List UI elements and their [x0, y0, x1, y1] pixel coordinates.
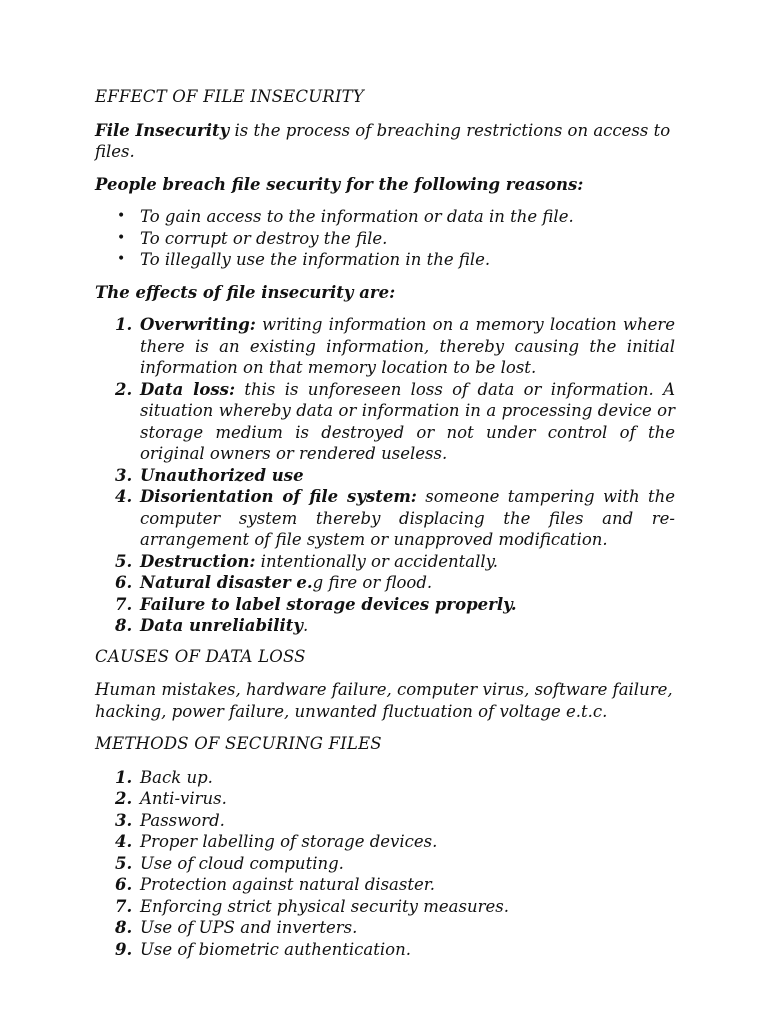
list-item — [95, 314, 675, 379]
method-text: Use of UPS and inverters. — [140, 918, 358, 937]
method-text: Protection against natural disaster. — [140, 875, 436, 894]
item-number: 7. — [115, 594, 133, 614]
effects-intro: The effects of file insecurity are: — [95, 282, 396, 302]
list-item — [95, 939, 675, 961]
list-item — [95, 615, 675, 637]
effect-term: Data loss: — [140, 379, 236, 399]
item-number: 1. — [115, 315, 133, 334]
effect-term: Natural disaster e. — [140, 573, 313, 592]
method-text: Enforcing strict physical security measures. — [140, 896, 509, 916]
item-number: 3. — [115, 465, 133, 485]
item-number: 7. — [115, 896, 133, 916]
list-item — [95, 831, 675, 853]
method-text: Password. — [140, 810, 225, 830]
methods-list — [95, 767, 675, 961]
list-item: • To corrupt or destroy the file. — [95, 228, 675, 250]
item-number: 1. — [115, 767, 133, 787]
list-item — [95, 572, 675, 594]
effect-term: Data unreliability — [140, 616, 304, 635]
list-item — [95, 486, 675, 551]
effect-text: writing information on a memory location where there is an existing information, thereby causing the initial information on that memory location to be lost. — [140, 315, 675, 377]
list-item — [95, 465, 675, 487]
item-number: 6. — [115, 573, 133, 592]
effect-term: Disorientation of file system: — [140, 487, 417, 506]
item-number: 6. — [115, 875, 133, 894]
list-item — [95, 767, 675, 789]
item-number: 4. — [115, 832, 133, 851]
definition-text: is the process of breaching restrictions on access to files. — [95, 120, 671, 161]
list-item — [95, 379, 675, 465]
effect-text: g fire or flood. — [312, 573, 433, 592]
item-number: 5. — [115, 853, 133, 873]
section-heading-methods: METHODS OF SECURING FILES — [95, 734, 382, 753]
effect-term: Failure to label storage devices properly. — [140, 594, 517, 614]
list-item: • To illegally use the information in the file. — [95, 249, 675, 271]
list-item — [95, 788, 675, 810]
item-number: 4. — [115, 487, 133, 506]
causes-paragraph: Human mistakes, hardware failure, computer virus, software failure, hacking, power failure, unwanted fluctuation of voltage e.t.c. — [95, 680, 673, 721]
effect-text: this is unforeseen loss of data or information. A situation whereby data or information in a processing device or storage medium is destroyed or not under control of the original owners or rendered useless. — [140, 379, 676, 463]
reasons-list — [95, 206, 675, 271]
item-number: 2. — [115, 789, 133, 808]
method-text: Use of biometric authentication. — [140, 939, 411, 959]
item-number: 8. — [115, 616, 133, 635]
list-item — [95, 917, 675, 939]
method-text: Back up. — [140, 767, 213, 787]
list-item — [95, 853, 675, 875]
method-text: Anti-virus. — [140, 789, 227, 808]
list-item — [95, 896, 675, 918]
definition-paragraph — [95, 120, 675, 163]
list-item — [95, 551, 675, 573]
section-heading-effect: EFFECT OF FILE INSECURITY — [95, 87, 364, 106]
item-number: 9. — [115, 939, 133, 959]
effect-text: someone tampering with the computer system thereby displacing the files and re-arrangement of file system or unapproved modification. — [140, 487, 676, 549]
list-item — [95, 810, 675, 832]
method-text: Proper labelling of storage devices. — [140, 832, 438, 851]
effect-text: . — [303, 616, 309, 635]
definition-term: File Insecurity — [95, 120, 230, 140]
method-text: Use of cloud computing. — [140, 853, 344, 873]
item-number: 8. — [115, 918, 133, 937]
effects-list — [95, 314, 675, 637]
list-item: • To gain access to the information or data in the file. — [95, 206, 675, 228]
effect-term: Destruction: — [140, 551, 256, 571]
item-number: 2. — [115, 379, 133, 399]
item-number: 3. — [115, 810, 133, 830]
list-item — [95, 594, 675, 616]
item-number: 5. — [115, 551, 133, 571]
list-item — [95, 874, 675, 896]
effect-text: intentionally or accidentally. — [255, 551, 499, 571]
reasons-intro: People breach file security for the following reasons: — [95, 174, 584, 194]
document-body — [95, 86, 675, 969]
effect-term: Unauthorized use — [140, 465, 304, 485]
section-heading-causes: CAUSES OF DATA LOSS — [95, 646, 306, 666]
effect-term: Overwriting: — [140, 315, 256, 334]
